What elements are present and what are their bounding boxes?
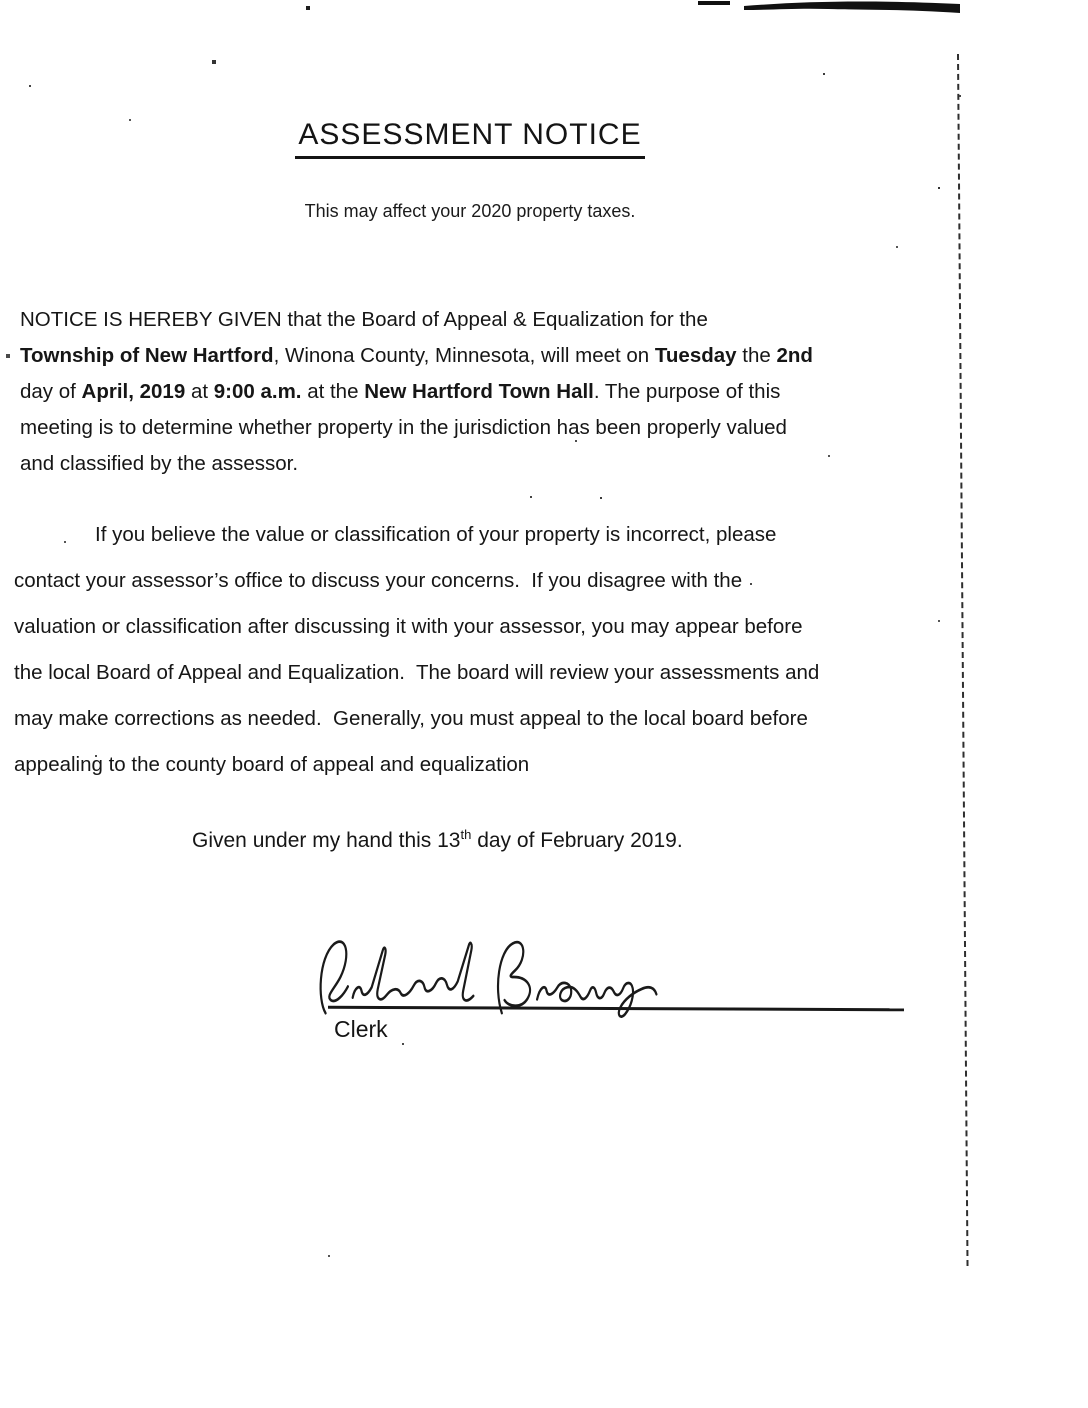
scan-artifact-top-streak [688, 0, 960, 16]
scan-artifact-dashed-line [957, 54, 969, 1266]
notice-paragraph: NOTICE IS HEREBY GIVEN that the Board of Appeal & Equalization for the Township of New Hartford, Winona County, Minnesota, will meet on Tuesday the 2nd day of April, 2019 at 9:00 a.m. at the New Hartford Town Hall. The purpose of this meeting is to determine whether property in the jurisdiction has been properly valued and classified by the assessor. [20, 308, 813, 475]
scan-noise-specks [0, 0, 2, 2]
document-subtitle: This may affect your 2020 property taxes. [304, 201, 636, 221]
signer-title: Clerk [334, 1016, 388, 1042]
appeal-paragraph: If you believe the value or classification of your property is incorrect, please contact your assessor’s office to discuss your concerns. If you disagree with the valuation or classification after discussing it with your assessor, you may appear before the local Board of Appeal and Equalization. The board will review your assessments and may make corrections as needed. Generally, you must appeal to the local board before appealing to the county board of appeal and equalization [14, 523, 820, 776]
page-title [0, 118, 940, 159]
page-title-text: ASSESSMENT NOTICE [295, 118, 644, 159]
attestation-line: Given under my hand this 13th day of February 2019. [192, 827, 683, 852]
